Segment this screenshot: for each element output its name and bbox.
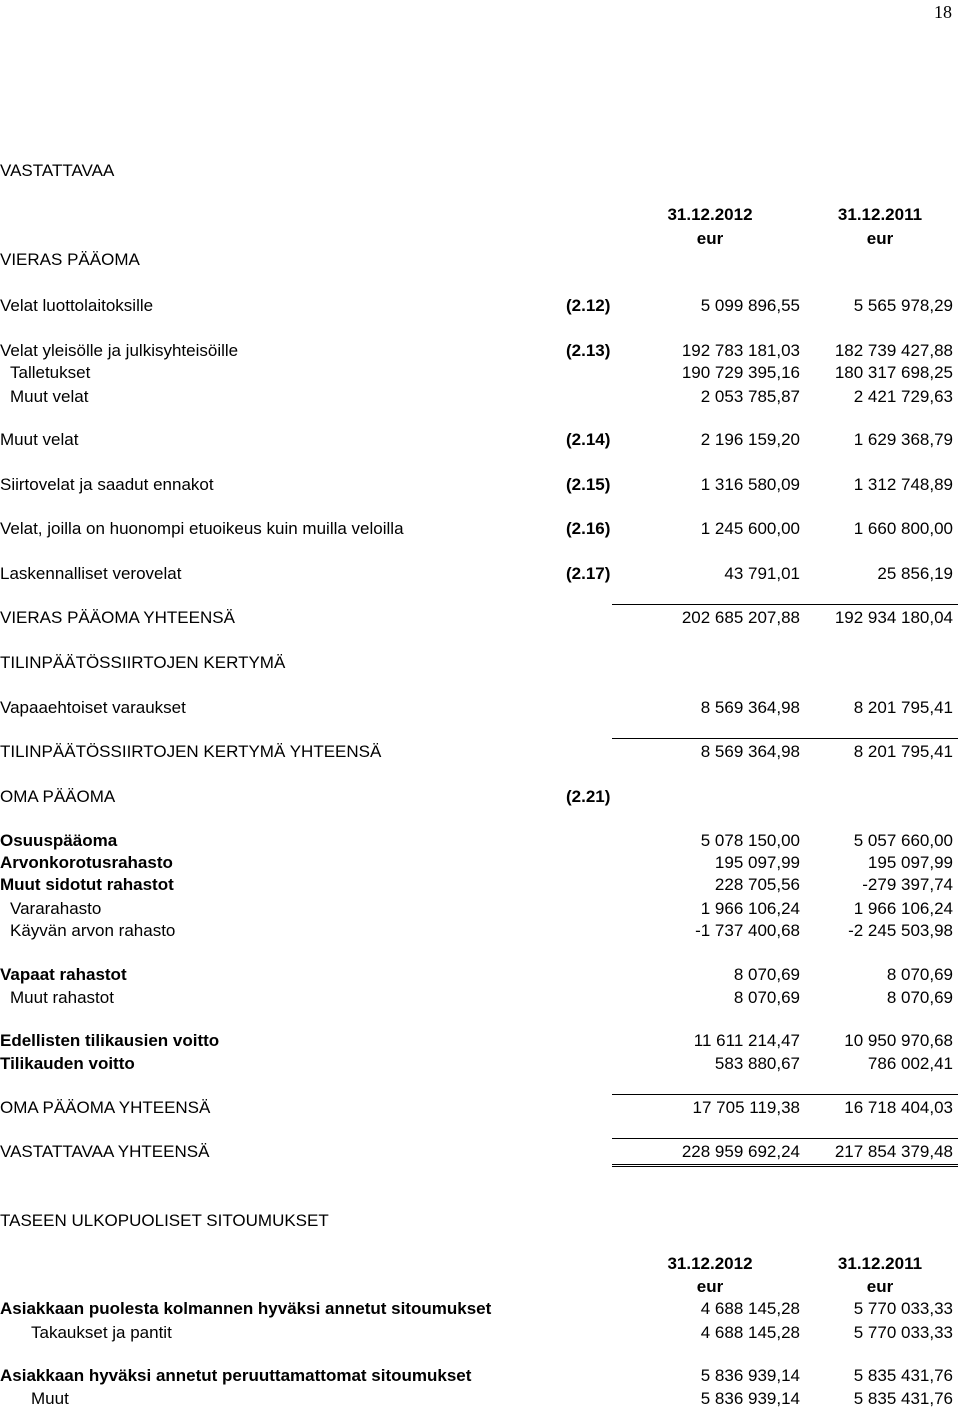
row-label: Arvonkorotusrahasto: [0, 853, 173, 872]
row-value-2012: 2 053 785,87: [700, 387, 800, 406]
row-value-2012: 202 685 207,88: [681, 608, 800, 627]
row-label: Asiakkaan puolesta kolmannen hyväksi annetut sitoumukset: [0, 1299, 492, 1318]
row-value-2011: 5 835 431,76: [853, 1389, 953, 1408]
section-heading: [0, 1210, 960, 1232]
double-underline: [612, 1164, 958, 1167]
row-label: Edellisten tilikausien voitto: [0, 1031, 220, 1050]
row-label: OMA PÄÄOMA: [0, 787, 116, 806]
row-label: VIERAS PÄÄOMA: [0, 250, 140, 269]
col1-date: 31.12.2012: [667, 205, 753, 224]
balance-row: [0, 852, 960, 874]
row-label: Osuuspääoma: [0, 831, 118, 850]
row-value-2011: 2 421 729,63: [853, 387, 953, 406]
balance-row: [0, 987, 960, 1009]
row-value-2011: 8 201 795,41: [853, 698, 953, 717]
section-heading: [0, 652, 960, 674]
section-heading: [0, 786, 960, 808]
row-value-2011: 8 070,69: [886, 988, 953, 1007]
row-value-2012: 11 611 214,47: [693, 1031, 800, 1050]
col1-date: 31.12.2012: [667, 1254, 753, 1273]
row-label: VIERAS PÄÄOMA YHTEENSÄ: [0, 608, 235, 627]
row-value-2012: -1 737 400,68: [695, 921, 800, 940]
balance-row: [0, 1030, 960, 1052]
row-label: Takaukset ja pantit: [31, 1323, 172, 1342]
row-value-2011: 5 057 660,00: [853, 831, 953, 850]
row-value-2011: 180 317 698,25: [834, 363, 953, 382]
column-header-units: [0, 1276, 960, 1298]
offbalance-title: TASEEN ULKOPUOLISET SITOUMUKSET: [0, 1211, 329, 1230]
row-value-2012: 195 097,99: [714, 853, 800, 872]
offbalance-row: [0, 1365, 960, 1387]
row-value-2012: 8 070,69: [733, 988, 800, 1007]
col1-unit: eur: [696, 229, 724, 248]
row-value-2011: 5 835 431,76: [853, 1366, 953, 1385]
row-value-2011: 1 312 748,89: [853, 475, 953, 494]
row-value-2012: 2 196 159,20: [700, 430, 800, 449]
row-value-2011: 8 201 795,41: [853, 742, 953, 761]
row-label: Talletukset: [10, 363, 91, 382]
row-value-2012: 228 705,56: [714, 875, 800, 894]
row-label: Vararahasto: [10, 899, 102, 918]
row-value-2011: 195 097,99: [867, 853, 953, 872]
row-label: TILINPÄÄTÖSSIIRTOJEN KERTYMÄ YHTEENSÄ: [0, 742, 382, 761]
row-value-2011: 1 966 106,24: [853, 899, 953, 918]
col2-date: 31.12.2011: [837, 205, 923, 224]
row-note: (2.15): [566, 475, 611, 494]
page-title: VASTATTAVAA: [0, 161, 115, 180]
grand-total-row: [0, 1141, 960, 1163]
balance-row: [0, 474, 960, 496]
row-label: Vapaat rahastot: [0, 965, 127, 984]
subtotal-rule: [612, 738, 958, 739]
row-value-2011: -279 397,74: [862, 875, 953, 894]
row-label: Asiakkaan hyväksi annetut peruuttamattomat sitoumukset: [0, 1366, 472, 1385]
row-note: (2.13): [566, 341, 611, 360]
row-value-2012: 5 836 939,14: [700, 1389, 800, 1408]
row-label: TILINPÄÄTÖSSIIRTOJEN KERTYMÄ: [0, 653, 286, 672]
total-row: [0, 1097, 960, 1119]
balance-row: [0, 1053, 960, 1075]
row-value-2011: -2 245 503,98: [848, 921, 953, 940]
row-value-2012: 190 729 395,16: [681, 363, 800, 382]
row-value-2012: 4 688 145,28: [700, 1323, 800, 1342]
row-label: Muut velat: [0, 430, 79, 449]
row-value-2011: 182 739 427,88: [834, 341, 953, 360]
page-number: 18: [934, 2, 952, 22]
row-value-2012: 5 836 939,14: [700, 1366, 800, 1385]
balance-row: [0, 295, 960, 317]
row-value-2011: 5 770 033,33: [853, 1323, 953, 1342]
row-value-2012: 17 705 119,38: [692, 1098, 800, 1117]
row-label: Vapaaehtoiset varaukset: [0, 698, 186, 717]
row-note: (2.12): [566, 296, 611, 315]
col2-unit: eur: [866, 1277, 894, 1296]
balance-row: [0, 518, 960, 540]
row-value-2012: 1 245 600,00: [700, 519, 800, 538]
row-value-2011: 786 002,41: [867, 1054, 953, 1073]
row-value-2011: 1 629 368,79: [853, 430, 953, 449]
col2-unit: eur: [866, 229, 894, 248]
row-label: Muut sidotut rahastot: [0, 875, 174, 894]
row-value-2012: 8 569 364,98: [700, 698, 800, 717]
row-value-2012: 192 783 181,03: [681, 341, 800, 360]
offbalance-row: [0, 1388, 960, 1410]
balance-row: [0, 386, 960, 408]
row-label: OMA PÄÄOMA YHTEENSÄ: [0, 1098, 211, 1117]
row-value-2012: 583 880,67: [714, 1054, 800, 1073]
row-value-2012: 5 078 150,00: [700, 831, 800, 850]
row-value-2011: 8 070,69: [886, 965, 953, 984]
row-value-2011: 192 934 180,04: [834, 608, 953, 627]
row-value-2012: 8 569 364,98: [700, 742, 800, 761]
row-label: VASTATTAVAA YHTEENSÄ: [0, 1142, 210, 1161]
row-value-2012: 5 099 896,55: [700, 296, 800, 315]
balance-row: [0, 429, 960, 451]
row-label: Tilikauden voitto: [0, 1054, 135, 1073]
row-value-2011: 5 565 978,29: [853, 296, 953, 315]
row-value-2011: 25 856,19: [877, 564, 953, 583]
column-header-dates: [0, 204, 960, 226]
balance-row: [0, 898, 960, 920]
column-header-dates: [0, 1253, 960, 1275]
row-value-2012: 4 688 145,28: [700, 1299, 800, 1318]
row-label: Muut velat: [10, 387, 89, 406]
row-note: (2.17): [566, 564, 611, 583]
row-value-2011: 10 950 970,68: [844, 1031, 953, 1050]
row-value-2011: 217 854 379,48: [834, 1142, 953, 1161]
row-label: Velat yleisölle ja julkisyhteisöille: [0, 341, 239, 360]
subtotal-rule: [612, 1138, 958, 1139]
row-value-2012: 228 959 692,24: [681, 1142, 800, 1161]
balance-row: [0, 697, 960, 719]
subtotal-rule: [612, 1094, 958, 1095]
balance-row: [0, 964, 960, 986]
column-header-units: [0, 228, 960, 250]
col2-date: 31.12.2011: [837, 1254, 923, 1273]
row-label: Siirtovelat ja saadut ennakot: [0, 475, 214, 494]
row-label: Muut: [31, 1389, 69, 1408]
col1-unit: eur: [696, 1277, 724, 1296]
row-value-2012: 1 316 580,09: [700, 475, 800, 494]
balance-row: [0, 249, 960, 271]
balance-row: [0, 830, 960, 852]
row-note: (2.14): [566, 430, 611, 449]
total-row: [0, 741, 960, 763]
subtotal-rule: [612, 604, 958, 605]
row-value-2012: 43 791,01: [724, 564, 800, 583]
row-label: Velat, joilla on huonompi etuoikeus kuin muilla veloilla: [0, 519, 404, 538]
row-value-2012: 8 070,69: [733, 965, 800, 984]
row-note: (2.16): [566, 519, 611, 538]
row-note: (2.21): [566, 787, 611, 806]
balance-row: [0, 920, 960, 942]
section-title: [0, 160, 960, 182]
row-label: Velat luottolaitoksille: [0, 296, 154, 315]
balance-row: [0, 362, 960, 384]
balance-row: [0, 563, 960, 585]
total-row: [0, 607, 960, 629]
offbalance-row: [0, 1322, 960, 1344]
row-label: Muut rahastot: [10, 988, 114, 1007]
row-value-2012: 1 966 106,24: [700, 899, 800, 918]
row-value-2011: 5 770 033,33: [853, 1299, 953, 1318]
row-value-2011: 16 718 404,03: [844, 1098, 953, 1117]
balance-row: [0, 874, 960, 896]
row-value-2011: 1 660 800,00: [853, 519, 953, 538]
offbalance-row: [0, 1298, 960, 1320]
balance-row: [0, 340, 960, 362]
row-label: Käyvän arvon rahasto: [10, 921, 176, 940]
row-label: Laskennalliset verovelat: [0, 564, 182, 583]
